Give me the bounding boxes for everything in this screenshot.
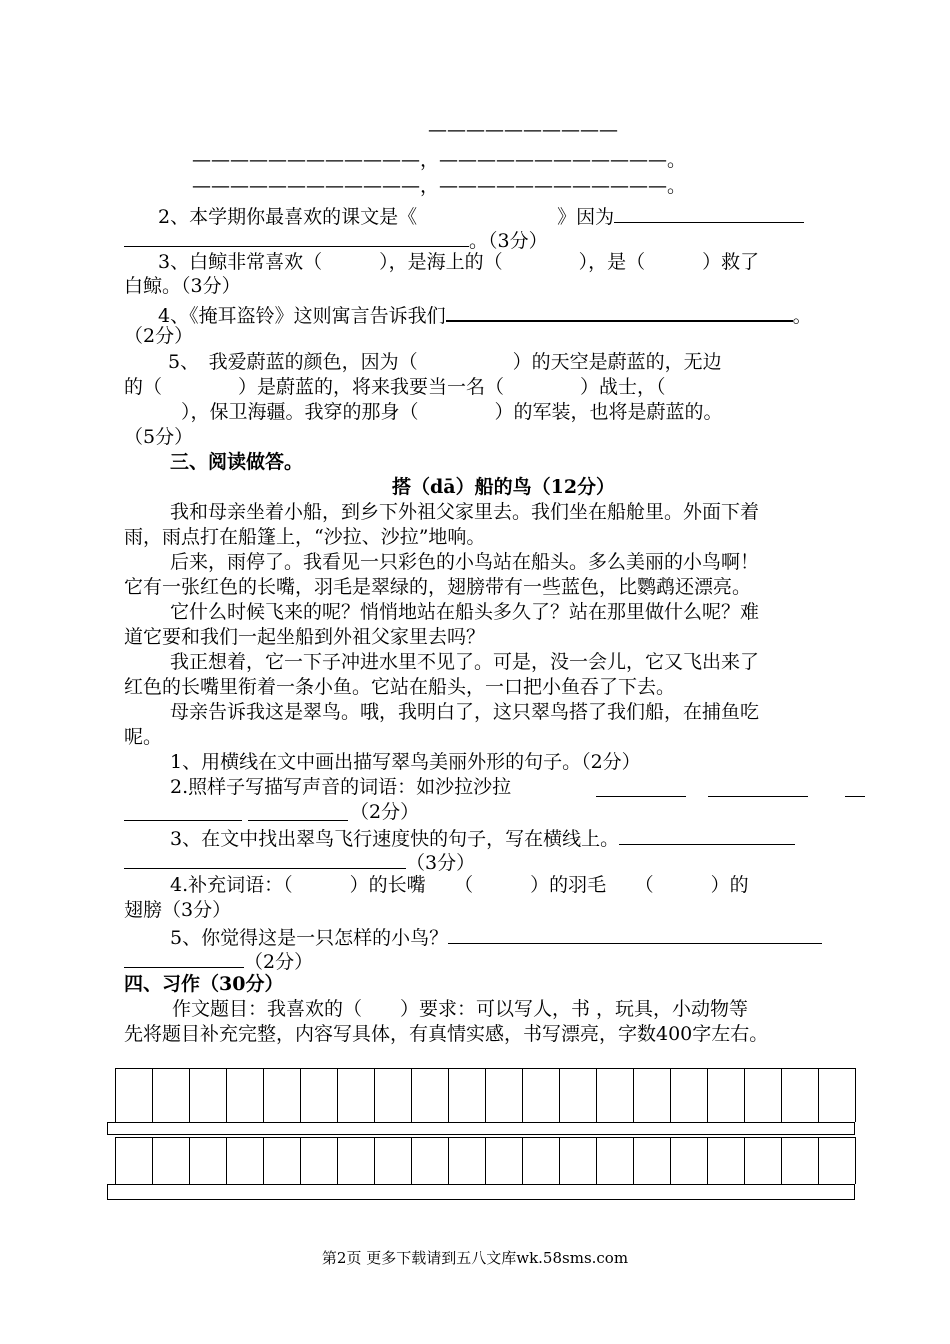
q4-text: 4、《掩耳盗铃》这则寓言告诉我们 — [158, 305, 446, 327]
grid-cells[interactable] — [115, 1137, 856, 1184]
reading-question-3-cont — [124, 848, 475, 876]
rq2-blank-5[interactable] — [248, 800, 348, 821]
dash-end: 。 — [667, 175, 687, 197]
q2-reason-blank-2[interactable] — [124, 226, 469, 247]
passage-line: 红色的长嘴里衔着一条小鱼。它站在船头，一口把小鱼吞了下去。 — [124, 676, 676, 698]
grid-row-bar — [107, 1122, 855, 1135]
passage-line: 它什么时候飞来的呢？悄悄地站在船头多久了？站在那里做什么呢？难 — [170, 601, 760, 623]
reading-question-5-cont — [124, 947, 313, 975]
page-footer: 第2页 更多下载请到五八文库wk.58sms.com — [321, 1249, 629, 1267]
dash-right: ———————————— — [439, 175, 668, 197]
top-dash-line: —————————— — [428, 119, 618, 141]
q2-score: 。（3分） — [469, 230, 548, 252]
rq3-blank-1[interactable] — [619, 824, 795, 845]
rq5-blank-2[interactable] — [124, 947, 244, 968]
rq2-blank-4[interactable] — [124, 800, 242, 821]
rq3-text: 3、在文中找出翠鸟飞行速度快的句子，写在横线上。 — [170, 828, 620, 850]
rq2-blank-3[interactable] — [845, 776, 865, 797]
rq3-score: （3分） — [406, 852, 476, 874]
question-3: 3、白鲸非常喜欢（ ），是海上的（ ），是（ ）救了 — [158, 251, 760, 273]
q2-reason-blank[interactable] — [614, 202, 804, 223]
dash-end: 。 — [667, 149, 687, 171]
rq2-text: 2.照样子写描写声音的词语：如沙拉沙拉 — [170, 776, 512, 798]
passage-line: 母亲告诉我这是翠鸟。哦，我明白了，这只翠鸟搭了我们船，在捕鱼吃 — [170, 701, 760, 723]
passage-title: 搭（dā）船的鸟（12分） — [392, 476, 616, 498]
reading-question-4-cont: 翅膀（3分） — [124, 899, 232, 921]
reading-question-4: 4.补充词语：（ ）的长嘴 （ ）的羽毛 （ ）的 — [170, 874, 749, 896]
composition-requirements: 先将题目补充完整，内容写具体，有真情实感，书写漂亮，字数400字左右。 — [124, 1023, 769, 1045]
dash-answer-row-2[interactable] — [192, 174, 686, 199]
dash-sep: ， — [420, 175, 440, 197]
section-4-heading: 四、习作（30分） — [124, 973, 284, 995]
reading-question-2 — [170, 775, 511, 800]
q4-end: 。 — [792, 305, 812, 327]
section-3-heading: 三、阅读做答。 — [170, 451, 304, 473]
q2-because: 》因为 — [557, 206, 615, 228]
dash-sep: ， — [420, 149, 440, 171]
question-5: 5、 我爱蔚蓝的颜色，因为（ ）的天空是蔚蓝的，无边 — [168, 351, 722, 373]
passage-line: 雨，雨点打在船篷上，“沙拉、沙拉”地响。 — [124, 526, 486, 548]
question-5-line2: 的（ ）是蔚蓝的，将来我要当一名（ ）战士，（ — [124, 376, 666, 398]
passage-line: 后来，雨停了。我看见一只彩色的小鸟站在船头。多么美丽的小鸟啊！ — [170, 551, 760, 573]
rq2-blank-1[interactable] — [596, 776, 686, 797]
dash-answer-row-1[interactable] — [192, 148, 686, 173]
rq5-blank-1[interactable] — [448, 923, 822, 944]
rq5-text: 5、你觉得这是一只怎样的小鸟？ — [170, 927, 449, 949]
q2-text: 2、本学期你最喜欢的课文是《 — [158, 206, 418, 228]
rq5-score: （2分） — [244, 951, 314, 973]
passage-line: 呢。 — [124, 726, 163, 748]
rq2-blank-2[interactable] — [708, 776, 808, 797]
question-4-score: （2分） — [124, 325, 194, 347]
rq2-score: （2分） — [350, 801, 420, 823]
writing-grid-row-2[interactable] — [107, 1137, 856, 1203]
question-3-cont: 白鲸。（3分） — [124, 275, 241, 297]
passage-line: 我和母亲坐着小船，到乡下外祖父家里去。我们坐在船舱里。外面下着 — [170, 501, 760, 523]
grid-cells[interactable] — [115, 1068, 856, 1122]
dash-left: ———————————— — [192, 149, 420, 171]
question-5-score: （5分） — [124, 426, 194, 448]
composition-prompt: 作文题目：我喜欢的（ ）要求：可以写人，书 ，玩具，小动物等 — [172, 998, 749, 1020]
rq3-blank-2[interactable] — [124, 848, 406, 869]
q4-answer-blank[interactable] — [446, 300, 793, 322]
passage-line: 它有一张红色的长嘴，羽毛是翠绿的，翅膀带有一些蓝色，比鹦鹉还漂亮。 — [124, 576, 752, 598]
reading-question-1: 1、用横线在文中画出描写翠鸟美丽外形的句子。（2分） — [170, 751, 641, 773]
question-5-line3: ），保卫海疆。我穿的那身（ ）的军装，也将是蔚蓝的。 — [124, 401, 723, 423]
dash-left: ———————————— — [192, 175, 420, 197]
passage-line: 我正想着，它一下子冲进水里不见了。可是，没一会儿，它又飞出来了 — [170, 651, 760, 673]
grid-row-bar — [107, 1184, 855, 1200]
dash-right: ———————————— — [439, 149, 668, 171]
question-4 — [158, 300, 812, 329]
writing-grid-row-1[interactable] — [107, 1068, 856, 1139]
passage-line: 道它要和我们一起坐船到外祖父家里去吗？ — [124, 626, 486, 648]
